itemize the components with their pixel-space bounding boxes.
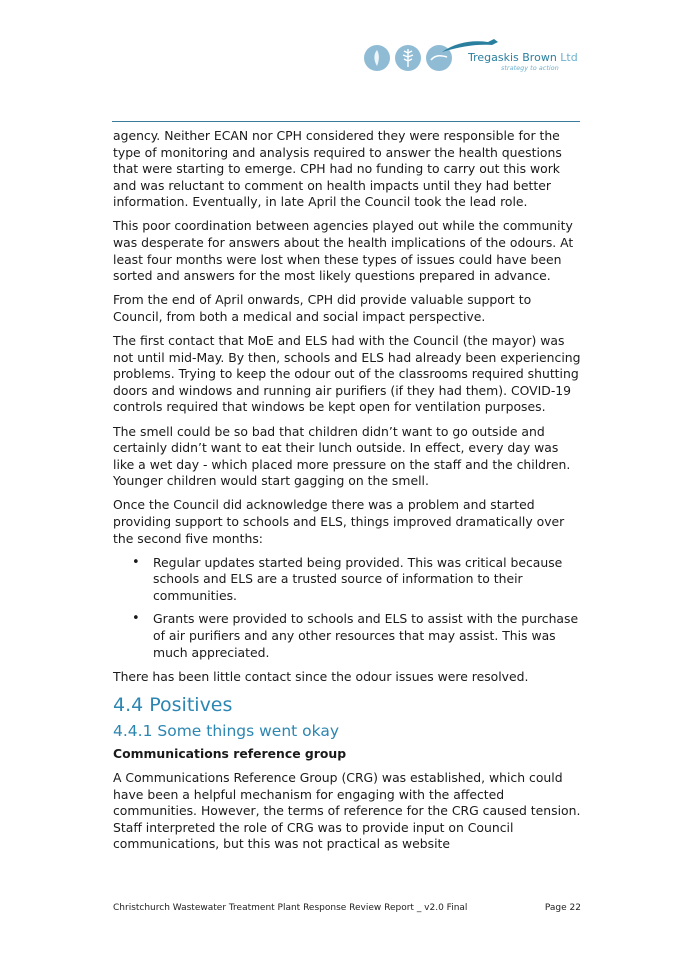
paragraph: This poor coordination between agencies played out while the community was desperate for answers about the health implications of the odours. At least four months were lost when these types of issues could have been sorted and answers for the most likely questions prepared in advance. — [113, 218, 574, 284]
report-title: Christchurch Wastewater Treatment Plant Response Review Report _ v2.0 Final — [113, 903, 468, 913]
page-number: Page 22 — [544, 903, 581, 913]
paragraph: The first contact that MoE and ELS had with the Council (the mayor) was not until mid-May. By then, schools and ELS had already been experiencing problems. Trying to keep the odour out of the classrooms required shutting doors and windows and running air purifiers (if they had them). COVID-19 controls required that windows be kept open for ventilation purposes. — [113, 333, 581, 415]
brand-tagline: strategy to action — [501, 64, 559, 72]
section-heading: 4.4 Positives — [113, 694, 233, 717]
paragraph: agency. Neither ECAN nor CPH considered they were responsible for the type of monitoring and analysis required to answer the health questions that were starting to emerge. CPH had no funding to carry out this work and was reluctant to comment on health impacts until they had better information. Eventually, in late April the Council took the lead role. — [113, 128, 562, 210]
fern-icon — [395, 45, 421, 71]
company-logo — [364, 38, 578, 78]
paragraph: Once the Council did acknowledge there was a problem and started providing support to schools and ELS, things improved dramatically over the second five months: — [113, 497, 565, 546]
paragraph: From the end of April onwards, CPH did provide valuable support to Council, from both a medical and social impact perspective. — [113, 292, 532, 324]
brand-name: Tregaskis Brown Ltd — [468, 51, 578, 64]
paragraph: There has been little contact since the odour issues were resolved. — [113, 668, 529, 684]
feather-icon — [364, 45, 390, 71]
page-body — [113, 128, 583, 860]
subsection-heading: 4.4.1 Some things went okay — [113, 722, 340, 741]
paragraph: A Communications Reference Group (CRG) was established, which could have been a helpful mechanism for engaging with the affected communities. However, the terms of reference for the CRG caused tension. Staff interpreted the role of CRG was to provide input on Council communications, but this was not practical as website — [113, 769, 581, 852]
bullet-list — [113, 555, 583, 662]
list-item: • Regular updates started being provided. This was critical because schools and ELS are a trusted source of information to their communities. — [113, 555, 583, 605]
list-item: • Grants were provided to schools and ELS to assist with the purchase of air purifiers and any other resources that may assist. This was much appreciated. — [113, 611, 583, 661]
paragraph: The smell could be so bad that children didn’t want to go outside and certainly didn’t want to eat their lunch outside. In effect, every day was like a wet day - which placed more pressure on the staff and the children. Younger children would start gagging on the smell. — [113, 423, 571, 489]
header-rule — [112, 121, 580, 122]
page-footer — [113, 903, 581, 913]
bold-heading: Communications reference group — [113, 746, 347, 762]
